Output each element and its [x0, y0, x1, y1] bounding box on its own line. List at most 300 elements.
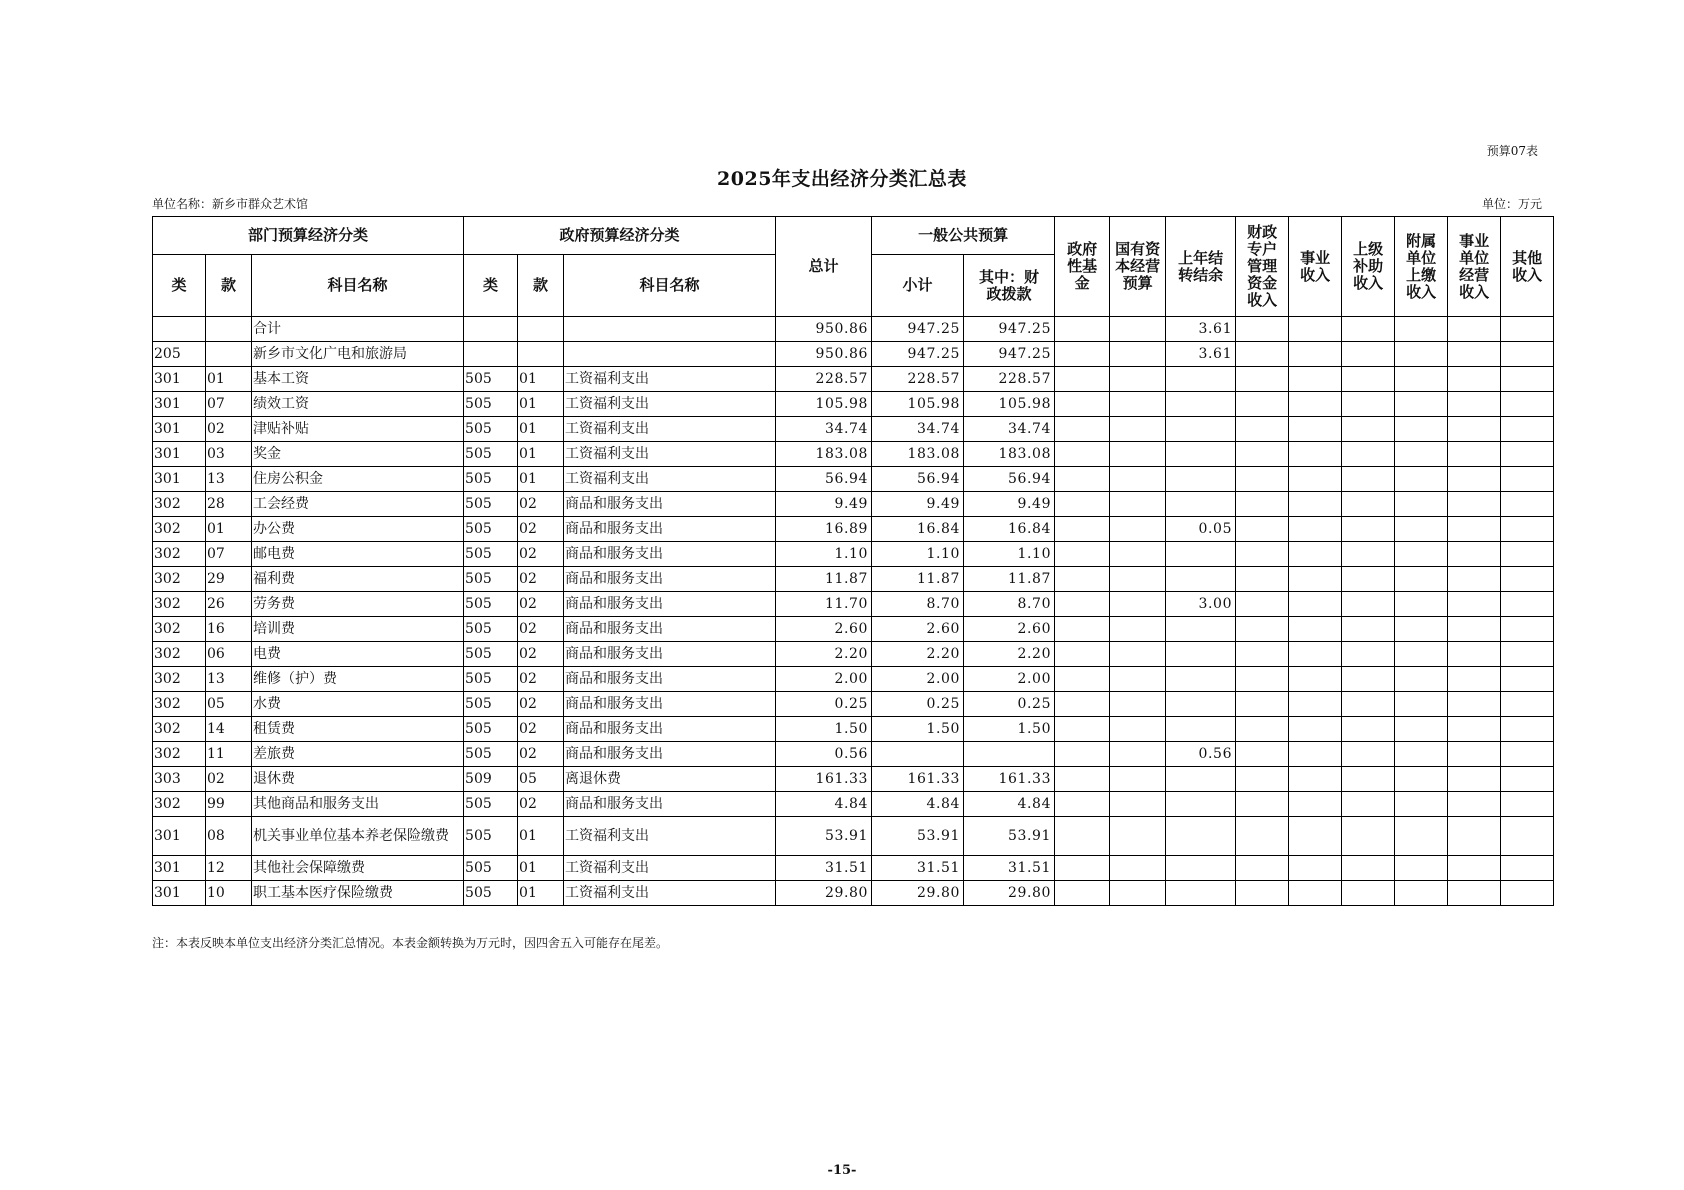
- header-dept-lei: 类: [153, 255, 206, 317]
- cell-gov-kuan: 01: [518, 467, 564, 492]
- cell-affiliate-income: [1395, 667, 1448, 692]
- cell-carryover: [1166, 417, 1236, 442]
- cell-operating-income: [1448, 317, 1501, 342]
- cell-dept-lei: 301: [153, 881, 206, 906]
- cell-fiscal: 183.08: [964, 442, 1055, 467]
- cell-special-fund: [1236, 817, 1289, 856]
- cell-carryover: [1166, 856, 1236, 881]
- cell-gov-subject: 工资福利支出: [564, 367, 776, 392]
- cell-subtotal: 161.33: [872, 767, 964, 792]
- cell-business-income: [1289, 617, 1342, 642]
- cell-gov-lei: 505: [464, 517, 518, 542]
- cell-operating-income: [1448, 767, 1501, 792]
- header-fiscal: 其中：财政拨款: [964, 255, 1055, 317]
- cell-gov-subject: 离退休费: [564, 767, 776, 792]
- table-row: [153, 317, 1554, 342]
- cell-operating-income: [1448, 617, 1501, 642]
- cell-superior-subsidy: [1342, 567, 1395, 592]
- cell-dept-kuan: 26: [206, 592, 252, 617]
- footnote: 注：本表反映本单位支出经济分类汇总情况。本表金额转换为万元时，因四舍五入可能存在尾差。: [152, 936, 669, 950]
- cell-state-capital: [1110, 392, 1166, 417]
- cell-business-income: [1289, 392, 1342, 417]
- header-gov-group: 政府预算经济分类: [464, 217, 776, 255]
- cell-dept-kuan: 11: [206, 742, 252, 767]
- cell-business-income: [1289, 467, 1342, 492]
- cell-special-fund: [1236, 767, 1289, 792]
- cell-special-fund: [1236, 392, 1289, 417]
- cell-special-fund: [1236, 617, 1289, 642]
- cell-gov-fund: [1055, 392, 1110, 417]
- cell-subtotal: [872, 742, 964, 767]
- cell-fiscal: 1.50: [964, 717, 1055, 742]
- form-number: 预算07表: [1486, 144, 1538, 158]
- cell-state-capital: [1110, 567, 1166, 592]
- cell-gov-kuan: 02: [518, 717, 564, 742]
- cell-dept-kuan: 28: [206, 492, 252, 517]
- cell-special-fund: [1236, 742, 1289, 767]
- cell-affiliate-income: [1395, 567, 1448, 592]
- cell-dept-lei: 302: [153, 717, 206, 742]
- table-row: [153, 367, 1554, 392]
- cell-special-fund: [1236, 417, 1289, 442]
- cell-subtotal: 4.84: [872, 792, 964, 817]
- cell-state-capital: [1110, 692, 1166, 717]
- table-row: [153, 717, 1554, 742]
- cell-dept-subject: 退休费: [252, 767, 464, 792]
- cell-dept-lei: 302: [153, 642, 206, 667]
- cell-superior-subsidy: [1342, 517, 1395, 542]
- cell-gov-subject: 商品和服务支出: [564, 642, 776, 667]
- cell-affiliate-income: [1395, 417, 1448, 442]
- cell-gov-lei: 505: [464, 792, 518, 817]
- cell-special-fund: [1236, 492, 1289, 517]
- cell-fiscal: 56.94: [964, 467, 1055, 492]
- cell-gov-kuan: 02: [518, 517, 564, 542]
- cell-special-fund: [1236, 367, 1289, 392]
- cell-dept-kuan: 13: [206, 667, 252, 692]
- cell-business-income: [1289, 767, 1342, 792]
- cell-affiliate-income: [1395, 767, 1448, 792]
- cell-subtotal: 16.84: [872, 517, 964, 542]
- cell-fiscal: 9.49: [964, 492, 1055, 517]
- cell-affiliate-income: [1395, 492, 1448, 517]
- cell-gov-kuan: 02: [518, 567, 564, 592]
- cell-carryover: [1166, 642, 1236, 667]
- cell-total: 2.00: [776, 667, 872, 692]
- header-total: 总计: [776, 217, 872, 317]
- cell-superior-subsidy: [1342, 817, 1395, 856]
- cell-business-income: [1289, 817, 1342, 856]
- cell-special-fund: [1236, 517, 1289, 542]
- cell-gov-lei: 505: [464, 542, 518, 567]
- cell-gov-fund: [1055, 517, 1110, 542]
- cell-affiliate-income: [1395, 692, 1448, 717]
- cell-gov-subject: 商品和服务支出: [564, 517, 776, 542]
- cell-state-capital: [1110, 642, 1166, 667]
- cell-subtotal: 31.51: [872, 856, 964, 881]
- cell-affiliate-income: [1395, 742, 1448, 767]
- cell-gov-kuan: 02: [518, 742, 564, 767]
- cell-dept-kuan: [206, 317, 252, 342]
- cell-gov-kuan: 02: [518, 642, 564, 667]
- cell-dept-lei: 303: [153, 767, 206, 792]
- cell-gov-subject: [564, 342, 776, 367]
- cell-operating-income: [1448, 467, 1501, 492]
- cell-operating-income: [1448, 567, 1501, 592]
- cell-operating-income: [1448, 367, 1501, 392]
- cell-subtotal: 0.25: [872, 692, 964, 717]
- header-dept-kuan: 款: [206, 255, 252, 317]
- cell-gov-kuan: 02: [518, 492, 564, 517]
- cell-operating-income: [1448, 817, 1501, 856]
- cell-state-capital: [1110, 717, 1166, 742]
- cell-affiliate-income: [1395, 792, 1448, 817]
- cell-operating-income: [1448, 442, 1501, 467]
- cell-other-income: [1501, 767, 1554, 792]
- table-row: [153, 392, 1554, 417]
- cell-dept-lei: 302: [153, 742, 206, 767]
- cell-gov-fund: [1055, 342, 1110, 367]
- cell-subtotal: 947.25: [872, 342, 964, 367]
- cell-superior-subsidy: [1342, 417, 1395, 442]
- header-affiliate-income: 附属单位上缴收入: [1395, 217, 1448, 317]
- cell-gov-subject: 工资福利支出: [564, 881, 776, 906]
- cell-gov-fund: [1055, 742, 1110, 767]
- header-subtotal: 小计: [872, 255, 964, 317]
- cell-dept-lei: 302: [153, 617, 206, 642]
- cell-other-income: [1501, 856, 1554, 881]
- cell-subtotal: 947.25: [872, 317, 964, 342]
- cell-other-income: [1501, 417, 1554, 442]
- cell-dept-kuan: 99: [206, 792, 252, 817]
- header-superior-subsidy: 上级补助收入: [1342, 217, 1395, 317]
- cell-gov-kuan: 02: [518, 542, 564, 567]
- cell-gov-fund: [1055, 692, 1110, 717]
- cell-subtotal: 2.20: [872, 642, 964, 667]
- cell-fiscal: 947.25: [964, 317, 1055, 342]
- cell-subtotal: 228.57: [872, 367, 964, 392]
- cell-dept-kuan: 01: [206, 367, 252, 392]
- cell-dept-lei: 302: [153, 667, 206, 692]
- cell-gov-subject: 商品和服务支出: [564, 692, 776, 717]
- header-dept-group: 部门预算经济分类: [153, 217, 464, 255]
- cell-gov-lei: 505: [464, 642, 518, 667]
- cell-business-income: [1289, 567, 1342, 592]
- cell-gov-subject: [564, 317, 776, 342]
- cell-dept-subject: 租赁费: [252, 717, 464, 742]
- cell-other-income: [1501, 492, 1554, 517]
- cell-gov-fund: [1055, 567, 1110, 592]
- cell-special-fund: [1236, 792, 1289, 817]
- cell-affiliate-income: [1395, 856, 1448, 881]
- cell-gov-kuan: 02: [518, 667, 564, 692]
- cell-gov-subject: 商品和服务支出: [564, 717, 776, 742]
- cell-gov-fund: [1055, 467, 1110, 492]
- cell-fiscal: 161.33: [964, 767, 1055, 792]
- cell-gov-lei: 505: [464, 717, 518, 742]
- cell-superior-subsidy: [1342, 592, 1395, 617]
- cell-fiscal: 2.60: [964, 617, 1055, 642]
- cell-dept-kuan: 08: [206, 817, 252, 856]
- cell-state-capital: [1110, 517, 1166, 542]
- cell-state-capital: [1110, 856, 1166, 881]
- cell-subtotal: 34.74: [872, 417, 964, 442]
- cell-gov-fund: [1055, 592, 1110, 617]
- cell-carryover: [1166, 567, 1236, 592]
- table-row: [153, 442, 1554, 467]
- cell-business-income: [1289, 881, 1342, 906]
- cell-other-income: [1501, 667, 1554, 692]
- cell-state-capital: [1110, 792, 1166, 817]
- cell-fiscal: 11.87: [964, 567, 1055, 592]
- table-row: [153, 617, 1554, 642]
- cell-gov-lei: 505: [464, 442, 518, 467]
- header-dept-subject: 科目名称: [252, 255, 464, 317]
- cell-gov-kuan: 01: [518, 817, 564, 856]
- cell-business-income: [1289, 492, 1342, 517]
- table-row: [153, 642, 1554, 667]
- cell-gov-fund: [1055, 817, 1110, 856]
- cell-affiliate-income: [1395, 817, 1448, 856]
- cell-gov-fund: [1055, 667, 1110, 692]
- cell-superior-subsidy: [1342, 767, 1395, 792]
- table-row: [153, 792, 1554, 817]
- cell-gov-kuan: 01: [518, 856, 564, 881]
- table-row: [153, 767, 1554, 792]
- cell-dept-kuan: 07: [206, 542, 252, 567]
- cell-special-fund: [1236, 342, 1289, 367]
- cell-dept-subject: 新乡市文化广电和旅游局: [252, 342, 464, 367]
- cell-business-income: [1289, 417, 1342, 442]
- cell-carryover: [1166, 667, 1236, 692]
- cell-dept-lei: 205: [153, 342, 206, 367]
- cell-fiscal: 29.80: [964, 881, 1055, 906]
- cell-gov-subject: 商品和服务支出: [564, 567, 776, 592]
- cell-gov-lei: 505: [464, 856, 518, 881]
- cell-state-capital: [1110, 442, 1166, 467]
- cell-total: 2.60: [776, 617, 872, 642]
- cell-fiscal: 0.25: [964, 692, 1055, 717]
- unit-name: 单位名称：新乡市群众艺术馆: [152, 197, 309, 211]
- cell-business-income: [1289, 667, 1342, 692]
- cell-superior-subsidy: [1342, 617, 1395, 642]
- cell-operating-income: [1448, 792, 1501, 817]
- table-row: [153, 342, 1554, 367]
- cell-gov-kuan: 01: [518, 417, 564, 442]
- cell-superior-subsidy: [1342, 542, 1395, 567]
- cell-state-capital: [1110, 817, 1166, 856]
- cell-superior-subsidy: [1342, 742, 1395, 767]
- cell-gov-subject: 工资福利支出: [564, 467, 776, 492]
- cell-special-fund: [1236, 467, 1289, 492]
- cell-gov-subject: 工资福利支出: [564, 417, 776, 442]
- cell-operating-income: [1448, 517, 1501, 542]
- cell-gov-subject: 商品和服务支出: [564, 492, 776, 517]
- cell-state-capital: [1110, 742, 1166, 767]
- cell-dept-subject: 维修（护）费: [252, 667, 464, 692]
- cell-dept-kuan: 05: [206, 692, 252, 717]
- cell-gov-kuan: 01: [518, 442, 564, 467]
- cell-subtotal: 1.50: [872, 717, 964, 742]
- cell-dept-subject: 水费: [252, 692, 464, 717]
- header-gov-subject: 科目名称: [564, 255, 776, 317]
- cell-state-capital: [1110, 467, 1166, 492]
- cell-dept-kuan: 03: [206, 442, 252, 467]
- cell-other-income: [1501, 792, 1554, 817]
- cell-subtotal: 29.80: [872, 881, 964, 906]
- cell-carryover: [1166, 467, 1236, 492]
- cell-total: 9.49: [776, 492, 872, 517]
- header-operating-income: 事业单位经营收入: [1448, 217, 1501, 317]
- cell-other-income: [1501, 442, 1554, 467]
- cell-dept-kuan: 29: [206, 567, 252, 592]
- cell-gov-fund: [1055, 417, 1110, 442]
- cell-total: 29.80: [776, 881, 872, 906]
- cell-gov-lei: 505: [464, 817, 518, 856]
- cell-dept-kuan: 16: [206, 617, 252, 642]
- cell-special-fund: [1236, 542, 1289, 567]
- cell-dept-subject: 合计: [252, 317, 464, 342]
- cell-operating-income: [1448, 542, 1501, 567]
- table-row: [153, 467, 1554, 492]
- table-row: [153, 692, 1554, 717]
- cell-other-income: [1501, 592, 1554, 617]
- cell-superior-subsidy: [1342, 856, 1395, 881]
- cell-carryover: [1166, 617, 1236, 642]
- cell-total: 161.33: [776, 767, 872, 792]
- cell-gov-lei: 505: [464, 667, 518, 692]
- cell-total: 11.70: [776, 592, 872, 617]
- cell-special-fund: [1236, 642, 1289, 667]
- cell-affiliate-income: [1395, 367, 1448, 392]
- cell-dept-kuan: 10: [206, 881, 252, 906]
- cell-fiscal: 31.51: [964, 856, 1055, 881]
- cell-affiliate-income: [1395, 467, 1448, 492]
- cell-gov-kuan: [518, 342, 564, 367]
- cell-business-income: [1289, 342, 1342, 367]
- cell-gov-kuan: 02: [518, 617, 564, 642]
- cell-carryover: 0.05: [1166, 517, 1236, 542]
- cell-total: 1.10: [776, 542, 872, 567]
- cell-dept-lei: [153, 317, 206, 342]
- cell-dept-lei: 301: [153, 417, 206, 442]
- cell-other-income: [1501, 642, 1554, 667]
- cell-dept-subject: 住房公积金: [252, 467, 464, 492]
- cell-carryover: [1166, 817, 1236, 856]
- meta-row: [152, 195, 1542, 211]
- cell-carryover: [1166, 792, 1236, 817]
- header-carryover: 上年结转结余: [1166, 217, 1236, 317]
- cell-dept-subject: 办公费: [252, 517, 464, 542]
- cell-business-income: [1289, 692, 1342, 717]
- cell-gov-lei: 505: [464, 742, 518, 767]
- cell-superior-subsidy: [1342, 317, 1395, 342]
- cell-gov-lei: 505: [464, 392, 518, 417]
- cell-gov-fund: [1055, 542, 1110, 567]
- cell-total: 1.50: [776, 717, 872, 742]
- cell-carryover: [1166, 392, 1236, 417]
- table-header: [153, 217, 1554, 317]
- cell-dept-kuan: 01: [206, 517, 252, 542]
- cell-subtotal: 9.49: [872, 492, 964, 517]
- cell-subtotal: 53.91: [872, 817, 964, 856]
- cell-gov-kuan: [518, 317, 564, 342]
- cell-subtotal: 8.70: [872, 592, 964, 617]
- table-row: [153, 667, 1554, 692]
- cell-dept-kuan: 02: [206, 767, 252, 792]
- cell-gov-lei: 505: [464, 617, 518, 642]
- cell-total: 950.86: [776, 317, 872, 342]
- cell-operating-income: [1448, 492, 1501, 517]
- cell-gov-lei: 505: [464, 367, 518, 392]
- cell-gov-subject: 商品和服务支出: [564, 592, 776, 617]
- cell-gov-fund: [1055, 856, 1110, 881]
- cell-gov-lei: 505: [464, 567, 518, 592]
- cell-state-capital: [1110, 367, 1166, 392]
- page-number: -15-: [827, 1163, 857, 1178]
- cell-dept-kuan: 13: [206, 467, 252, 492]
- cell-dept-lei: 302: [153, 542, 206, 567]
- cell-dept-lei: 302: [153, 792, 206, 817]
- cell-gov-subject: 商品和服务支出: [564, 617, 776, 642]
- cell-other-income: [1501, 517, 1554, 542]
- header-special-fund: 财政专户管理资金收入: [1236, 217, 1289, 317]
- cell-gov-fund: [1055, 367, 1110, 392]
- cell-dept-kuan: 06: [206, 642, 252, 667]
- header-business-income: 事业收入: [1289, 217, 1342, 317]
- cell-superior-subsidy: [1342, 667, 1395, 692]
- cell-dept-kuan: [206, 342, 252, 367]
- cell-superior-subsidy: [1342, 492, 1395, 517]
- cell-total: 2.20: [776, 642, 872, 667]
- cell-affiliate-income: [1395, 642, 1448, 667]
- cell-total: 0.25: [776, 692, 872, 717]
- cell-gov-fund: [1055, 617, 1110, 642]
- cell-affiliate-income: [1395, 592, 1448, 617]
- cell-state-capital: [1110, 767, 1166, 792]
- cell-business-income: [1289, 367, 1342, 392]
- cell-other-income: [1501, 881, 1554, 906]
- cell-dept-lei: 302: [153, 492, 206, 517]
- cell-dept-subject: 邮电费: [252, 542, 464, 567]
- cell-dept-subject: 绩效工资: [252, 392, 464, 417]
- cell-gov-lei: 505: [464, 492, 518, 517]
- cell-gov-fund: [1055, 442, 1110, 467]
- cell-other-income: [1501, 467, 1554, 492]
- cell-carryover: [1166, 442, 1236, 467]
- cell-carryover: 3.61: [1166, 342, 1236, 367]
- cell-superior-subsidy: [1342, 717, 1395, 742]
- cell-affiliate-income: [1395, 881, 1448, 906]
- cell-subtotal: 1.10: [872, 542, 964, 567]
- table-row: [153, 492, 1554, 517]
- cell-superior-subsidy: [1342, 467, 1395, 492]
- cell-other-income: [1501, 817, 1554, 856]
- cell-gov-fund: [1055, 317, 1110, 342]
- cell-carryover: [1166, 717, 1236, 742]
- cell-gov-lei: 509: [464, 767, 518, 792]
- cell-subtotal: 2.00: [872, 667, 964, 692]
- cell-other-income: [1501, 692, 1554, 717]
- cell-total: 950.86: [776, 342, 872, 367]
- cell-business-income: [1289, 317, 1342, 342]
- cell-total: 105.98: [776, 392, 872, 417]
- cell-dept-lei: 302: [153, 567, 206, 592]
- cell-fiscal: [964, 742, 1055, 767]
- cell-total: 228.57: [776, 367, 872, 392]
- cell-carryover: [1166, 692, 1236, 717]
- cell-gov-lei: 505: [464, 467, 518, 492]
